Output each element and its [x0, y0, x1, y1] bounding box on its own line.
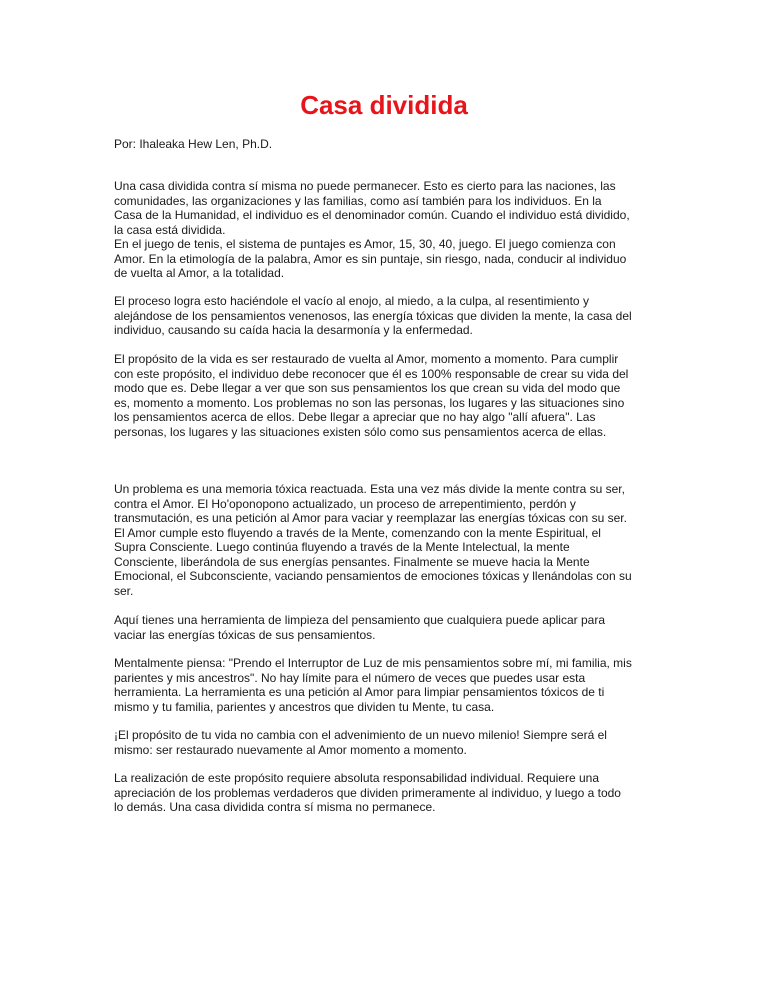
text-line: es, momento a momento. Los problemas no son las personas, los lugares y las situaciones sino	[114, 395, 625, 410]
text-line: Casa de la Humanidad, el individuo es el denominador común. Cuando el individuo está dividido,	[114, 208, 630, 222]
text-line: El propósito de la vida es ser restaurado de vuelta al Amor, momento a momento. Para cumplir	[114, 352, 619, 366]
text-line: los pensamientos acerca de ellos. Debe llegar a apreciar que no hay algo "allí afuera". Las	[114, 410, 596, 424]
text-line: Emocional, el Subconsciente, vaciando pensamientos de emociones tóxicas y llenándolas con su	[114, 569, 632, 583]
text-line: Aquí tienes una herramienta de limpieza del pensamiento que cualquiera puede aplicar para	[114, 613, 605, 627]
text-line: con este propósito, el individuo debe reconocer que él es 100% responsable de crear su vida del	[114, 366, 629, 381]
text-line: alejándose de los pensamientos venenosos, las energía tóxicas que dividen la mente, la casa del	[114, 308, 632, 323]
text-line: La realización de este propósito requiere absoluta responsabilidad individual. Requiere una	[114, 771, 599, 785]
paragraph-5	[114, 613, 659, 642]
text-line: apreciación de los problemas verdaderos que dividen primeramente al individuo, y luego a todo	[114, 785, 621, 800]
text-line: En el juego de tenis, el sistema de puntajes es Amor, 15, 30, 40, juego. El juego comienza con	[114, 237, 616, 251]
document-title: Casa dividida	[300, 90, 468, 120]
text-line: Amor. En la etimología de la palabra, Amor es sin puntaje, sin riesgo, nada, conducir al individuo	[114, 251, 627, 266]
text-line: parientes y mis ancestros". No hay límite para el número de veces que puedes usar esta	[114, 670, 586, 685]
text-line: Consciente, liberándola de sus energías pensantes. Finalmente se mueve hacia la Mente	[114, 554, 590, 569]
text-line: la casa está dividida.	[114, 222, 226, 237]
text-line: de vuelta al Amor, a la totalidad.	[114, 266, 285, 280]
text-line: Una casa dividida contra sí misma no puede permanecer. Esto es cierto para las naciones, las	[114, 179, 616, 193]
text-line: mismo: ser restaurado nuevamente al Amor momento a momento.	[114, 742, 467, 757]
text-line: personas, los lugares y las situaciones existen sólo como sus pensamientos acerca de ellas.	[114, 424, 607, 439]
text-line: mismo y tu familia, parientes y ancestros que dividen tu Mente, tu casa.	[114, 699, 495, 714]
text-line: Un problema es una memoria tóxica reactuada. Esta una vez más divide la mente contra su ser,	[114, 482, 625, 496]
text-line: lo demás. Una casa dividida contra sí misma no permanece.	[114, 800, 436, 814]
text-line: herramienta. La herramienta es una petición al Amor para limpiar pensamientos tóxicos de ti	[114, 685, 605, 699]
text-line: modo que es. Debe llegar a ver que son sus pensamientos los que crean su vida del modo que	[114, 381, 621, 395]
paragraph-8	[114, 771, 659, 815]
text-line: El proceso logra esto haciéndole el vacío al enojo, al miedo, a la culpa, al resentimiento y	[114, 294, 589, 308]
paragraph-3	[114, 352, 659, 439]
paragraph-1	[114, 179, 659, 281]
text-line: contra el Amor. El Ho'oponopono actualizado, un proceso de arrepentimiento, perdón y	[114, 496, 576, 511]
paragraph-7	[114, 728, 659, 757]
paragraph-2	[114, 294, 659, 338]
paragraph-4	[114, 482, 659, 598]
text-line: ¡El propósito de tu vida no cambia con el advenimiento de un nuevo milenio! Siempre será el	[114, 728, 607, 742]
text-line: Supra Consciente. Luego continúa fluyendo a través de la Mente Intelectual, la mente	[114, 540, 570, 554]
text-line: individuo, causando su caída hacia la desarmonía y la enfermedad.	[114, 323, 473, 337]
text-line: El Amor cumple esto fluyendo a través de la Mente, comenzando con la mente Espiritual, el	[114, 525, 601, 540]
text-line: Mentalmente piensa: "Prendo el Interruptor de Luz de mis pensamientos sobre mí, mi familia, mis	[114, 656, 632, 670]
text-line: ser.	[114, 583, 134, 598]
author-line: Por: Ihaleaka Hew Len, Ph.D.	[114, 137, 273, 151]
text-line: vaciar las energías tóxicas de sus pensamientos.	[114, 627, 376, 642]
text-line: transmutación, es una petición al Amor para vaciar y reemplazar las energías tóxicas con su ser.	[114, 511, 627, 525]
paragraph-6	[114, 656, 659, 714]
text-line: comunidades, las organizaciones y las familias, como así también para los individuos. En la	[114, 193, 602, 208]
